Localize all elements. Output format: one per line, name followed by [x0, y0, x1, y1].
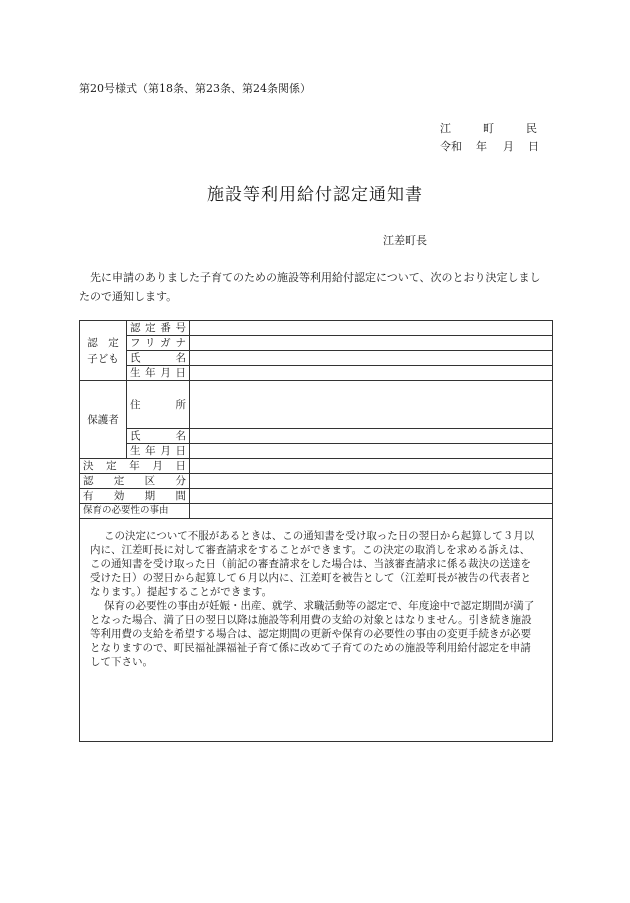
table-row [80, 336, 553, 351]
field-label-furigana: フリガナ [127, 336, 190, 351]
field-value-furigana[interactable] [190, 336, 553, 351]
table-row [80, 459, 553, 474]
intro-text: 先に申請のありました子育てのための施設等利用給付認定について、次のとおり決定しましたので通知します。 [79, 271, 541, 303]
certification-table [79, 320, 553, 742]
date-month: 月 [503, 140, 514, 153]
table-row [80, 366, 553, 381]
field-label-decision-date: 決定年月日 [80, 459, 190, 474]
field-label-care-reason: 保育の必要性の事由 [80, 504, 190, 519]
date-year: 年 [476, 140, 487, 153]
field-label-guardian-name: 氏 名 [127, 429, 190, 444]
table-row [80, 321, 553, 336]
form-number: 第20号様式（第18条、第23条、第24条関係） [79, 82, 311, 95]
field-label-guardian-birthdate: 生年月日 [127, 444, 190, 459]
address-town: 江 [440, 122, 451, 135]
address-resident: 民 [526, 122, 537, 135]
date-day: 日 [528, 140, 539, 153]
table-row [80, 351, 553, 366]
note-care-reason: 保育の必要性の事由が妊娠・出産、就学、求職活動等の認定で、年度途中で認定期間が満了となった場合、満了日の翌日以降は施設等利用費の支給の対象とはなりません。引き続き施設等利用費の支給を希望する場合は、認定期間の更新や保育の必要性の事由の変更手続きが必要となりますので、町民福祉課福祉子育て係に改めて子育てのための施設等利用給付認定を申請して下さい。 [90, 600, 535, 668]
table-row [80, 489, 553, 504]
table-row [80, 444, 553, 459]
table-row [80, 429, 553, 444]
field-label-address: 住 所 [127, 381, 190, 429]
document-title: 施設等利用給付認定通知書 [207, 185, 423, 205]
address-cho: 町 [483, 122, 494, 135]
field-value-address[interactable] [190, 381, 553, 429]
field-value-child-birthdate[interactable] [190, 366, 553, 381]
field-label-cert-number: 認定番号 [127, 321, 190, 336]
field-value-decision-date[interactable] [190, 459, 553, 474]
child-group-label: 認 定 子ども [80, 321, 127, 381]
field-label-cert-category: 認定区分 [80, 474, 190, 489]
field-value-valid-period[interactable] [190, 489, 553, 504]
table-row [80, 519, 553, 742]
field-label-child-birthdate: 生年月日 [127, 366, 190, 381]
field-label-child-name: 氏 名 [127, 351, 190, 366]
guardian-group-label: 保護者 [80, 381, 127, 459]
field-value-care-reason[interactable] [190, 504, 553, 519]
table-row [80, 504, 553, 519]
field-value-guardian-name[interactable] [190, 429, 553, 444]
issuer: 江差町長 [383, 234, 427, 247]
field-label-valid-period: 有効期間 [80, 489, 190, 504]
field-value-cert-number[interactable] [190, 321, 553, 336]
notes-cell [80, 519, 553, 742]
date-era: 令和 [440, 140, 462, 153]
field-value-guardian-birthdate[interactable] [190, 444, 553, 459]
field-value-child-name[interactable] [190, 351, 553, 366]
table-row [80, 381, 553, 429]
field-value-cert-category[interactable] [190, 474, 553, 489]
table-row [80, 474, 553, 489]
note-appeal: この決定について不服があるときは、この通知書を受け取った日の翌日から起算して３月以内に、江差町長に対して審査請求をすることができます。この決定の取消しを求める訴えは、この通知書を受け取った日（前記の審査請求をした場合は、当該審査請求に係る裁決の送達を受けた日）の翌日から起算して６月以内に、江差町を被告として（江差町長が被告の代表者となります。）提起することができます。 [90, 530, 535, 598]
